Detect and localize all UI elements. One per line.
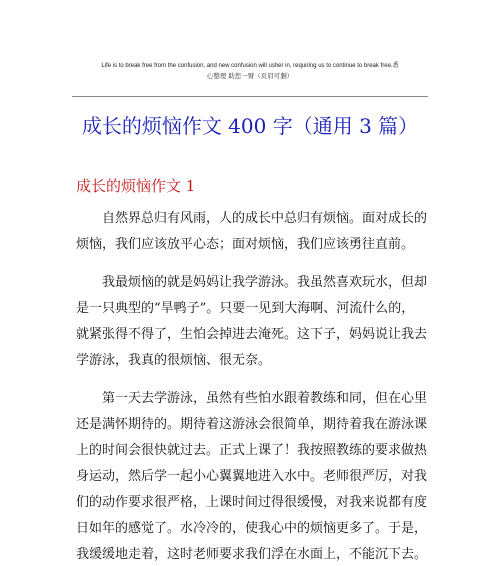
text-line: 上的时间会很快就过去。正式上课了！我按照教练的要求做热 xyxy=(76,443,428,458)
page-header xyxy=(72,62,428,81)
text-line: 日如年的感觉了。水冷冷的，使我心中的烦恼更多了。于是， xyxy=(76,521,428,536)
text-line: 烦恼，我们应该放平心态；面对烦恼，我们应该勇往直前。 xyxy=(76,237,415,252)
paragraph-1 xyxy=(76,206,426,258)
text-line: 们的动作要求很严格，上课时间过得很缓慢，对我来说都有度 xyxy=(76,495,428,510)
text-line: 身运动，然后学一起小心翼翼地进入水中。老师很严厉，对我 xyxy=(76,469,428,484)
paragraph-2 xyxy=(76,270,426,374)
text-line: 第一天去学游泳，虽然有些怕水跟着教练和同，但在心里 xyxy=(102,391,428,406)
header-quote: Life is to break free from the confusion, and new confusion will usher in, requiring us to continue to break free.悉 xyxy=(101,63,399,69)
text-line: 学游泳，我真的很烦恼、很无奈。 xyxy=(76,353,272,368)
paragraph-3 xyxy=(76,386,426,566)
body-text xyxy=(76,206,426,566)
header-divider xyxy=(72,96,428,97)
document-title: 成长的烦恼作文 400 字（通用 3 篇） xyxy=(81,114,419,138)
text-line: 我最烦恼的就是妈妈让我学游泳。我虽然喜欢玩水，但却 xyxy=(102,275,428,290)
header-note: 心整理 助您一臂（页眉可删） xyxy=(206,72,294,80)
text-line: 我缓缓地走着，这时老师要求我们浮在水面上，不能沉下去。 xyxy=(76,547,428,562)
text-line: 是一只典型的“旱鸭子”。只要一见到大海啊、河流什么的， xyxy=(76,301,415,316)
text-line: 自然界总归有风雨，人的成长中总归有烦恼。面对成长的 xyxy=(102,211,428,226)
section-heading: 成长的烦恼作文 1 xyxy=(76,177,196,195)
text-line: 还是满怀期待的。期待着这游泳会很简单，期待着我在游泳课 xyxy=(76,417,428,432)
text-line: 就紧张得不得了，生怕会掉进去淹死。这下子，妈妈说让我去 xyxy=(76,327,428,342)
